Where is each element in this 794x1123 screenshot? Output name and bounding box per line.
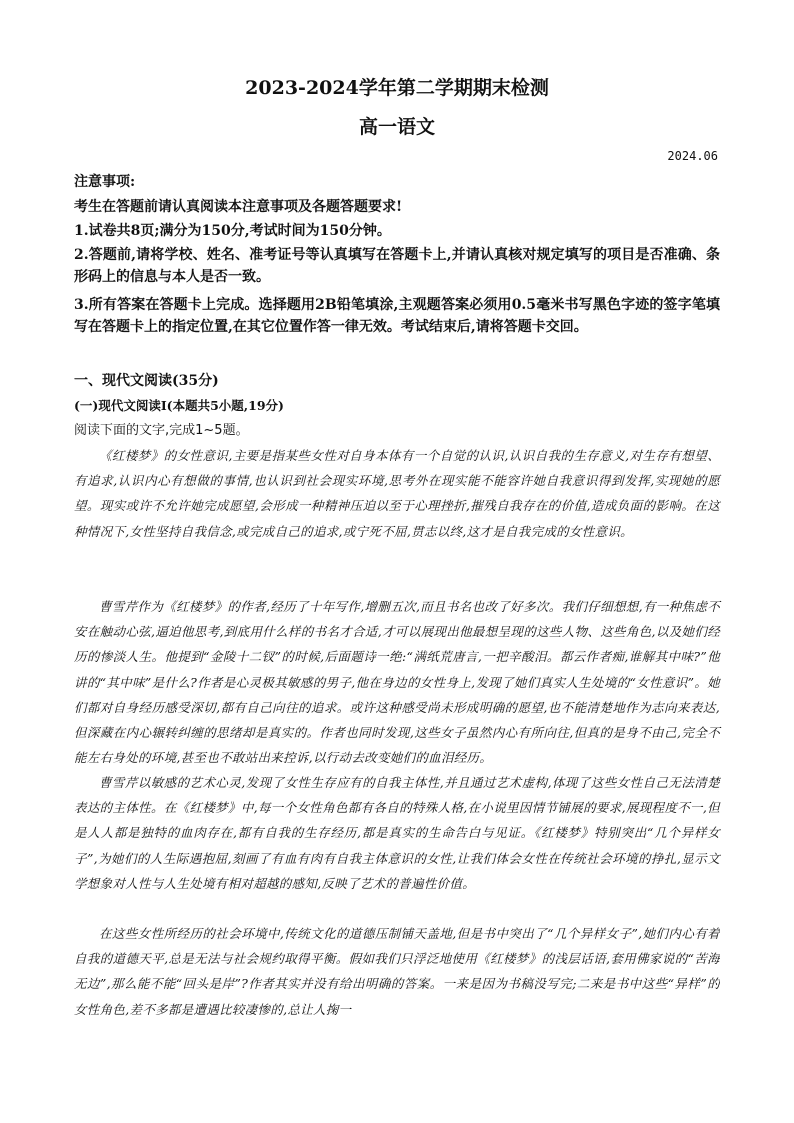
notice-item-1: 1.试卷共8页;满分为150分,考试时间为150分钟。 (74, 223, 391, 239)
notice-item-2: 2.答题前,请将学校、姓名、准考证号等认真填写在答题卡上,并请认真核对规定填写的项目是否准确、条形码上的信息与本人是否一致。 (74, 247, 720, 285)
notice-item-3: 3.所有答案在答题卡上完成。选择题用2B铅笔填涂,主观题答案必须用0.5毫米书写黑色字迹的签字笔填写在答题卡上的指定位置,在其它位置作答一律无效。考试结束后,请将答题卡交回。 (74, 297, 720, 335)
passage-paragraph-2: 曹雪芹作为《红楼梦》的作者,经历了十年写作,增删五次,而且书名也改了好多次。我们仔细想想,有一种焦虑不安在触动心弦,逼迫他思考,到底用什么样的书名才合适,才可以展现出他最想呈现的这些人物、这些角色,以及她们经历的惨淡人生。他提到“金陵十二钗”的时候,后面题诗一绝:“满纸荒唐言,一把辛酸泪。都云作者痴,谁解其中味?”他讲的“其中味”是什么?作者是心灵极其敏感的男子,他在身边的女性身上,发现了她们真实人生处境的“女性意识”。她们都对自身经历感受深切,都有自己向往的追求。或许这种感受尚未形成明确的愿望,也不能清楚地作为志向来表达,但深藏在内心辗转纠缠的思绪却是真实的。作者也同时发现,这些女子虽然内心有所向往,但真的是身不由己,完全不能左右身处的环境,甚至也不敢站出来控诉,以行动去改变她们的血泪经历。 (74, 599, 720, 766)
passage-paragraph-1: 《红楼梦》的女性意识,主要是指某些女性对自身本体有一个自觉的认识,认识自我的生存意义,对生存有想望、有追求,认识内心有想做的事情,也认识到社会现实环境,思考外在现实能不能容许她自我意识得到发挥,实现她的愿望。现实或许不允许她完成愿望,会形成一种精神压迫以至于心理挫折,摧残自我存在的价值,造成负面的影响。在这种情况下,女性坚持自我信念,或完成自己的追求,或宁死不屈,贯志以终,这才是自我完成的女性意识。 (74, 448, 720, 539)
notice-heading: 注意事项: (74, 174, 136, 190)
notice-intro: 考生在答题前请认真阅读本注意事项及各题答题要求! (74, 199, 403, 215)
passage-paragraph-3: 曹雪芹以敏感的艺术心灵,发现了女性生存应有的自我主体性,并且通过艺术虚构,体现了这些女性自己无法清楚表达的主体性。在《红楼梦》中,每一个女性角色都有各自的特殊人格,在小说里因情节铺展的要求,展现程度不一,但是人人都是独特的血肉存在,都有自我的生存经历,都是真实的生命告白与见证。《红楼梦》特别突出“几个异样女子”,为她们的人生际遇抱屈,刻画了有血有肉有自我主体意识的女性,让我们体会女性在传统社会环境的挣扎,显示文学想象对人性与人生处境有相对超越的感知,反映了艺术的普遍性价值。 (74, 775, 720, 891)
exam-title: 2023-2024学年第二学期期末检测 (245, 77, 549, 99)
passage-paragraph-4: 在这些女性所经历的社会环境中,传统文化的道德压制铺天盖地,但是书中突出了“几个异样女子”,她们内心有着自我的道德天平,总是无法与社会规约取得平衡。假如我们只浮泛地使用《红楼梦》的浅层话语,套用佛家说的“苦海无边”,那么能不能“回头是岸”?作者其实并没有给出明确的答案。一来是因为书稿没写完;二来是书中这些“异样”的女性角色,差不多都是遭遇比较凄惨的,总让人掬一 (74, 926, 720, 1017)
reading-instruction: 阅读下面的文字,完成1~5题。 (74, 423, 249, 438)
exam-date: 2024.06 (667, 149, 718, 163)
subsection-heading: (一)现代文阅读Ⅰ(本题共5小题,19分) (74, 398, 284, 413)
exam-subject: 高一语文 (358, 116, 435, 138)
section-heading: 一、现代文阅读(35分) (74, 373, 219, 389)
